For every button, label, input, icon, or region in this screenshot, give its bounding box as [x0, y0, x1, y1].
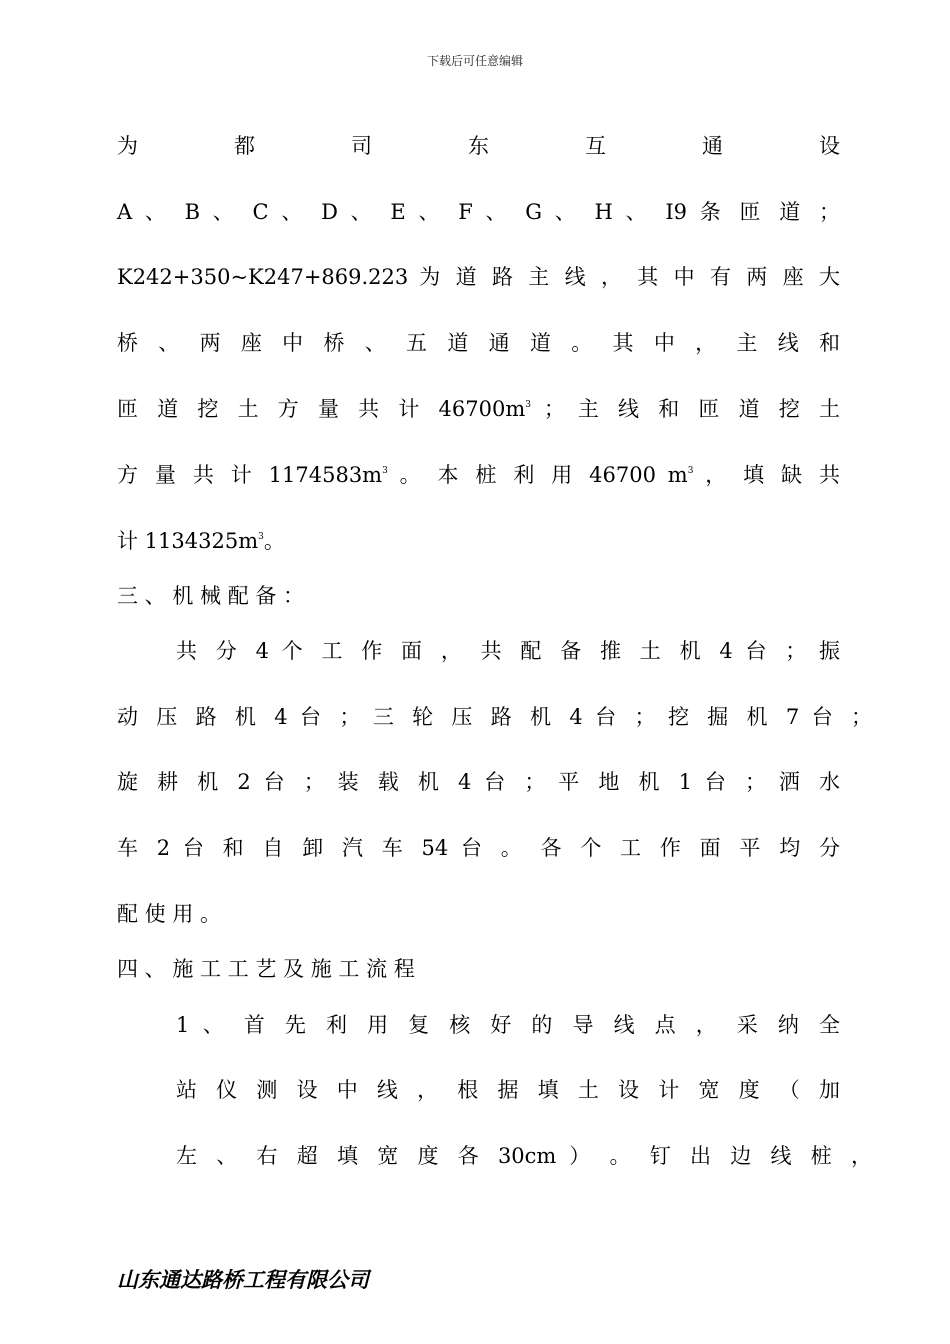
text-line: 1 、 首 先 利 用 复 核 好 的 导 线 点 ， 采 纳 全 [176, 1013, 840, 1037]
superscript: 3 [382, 466, 388, 476]
text-line: 动 压 路 机 4 台 ； 三 轮 压 路 机 4 台 ； 挖 掘 机 7 台 ； [117, 705, 872, 729]
text-line [117, 526, 840, 556]
superscript: 3 [525, 400, 531, 410]
text-line: 旋 耕 机 2 台 ； 装 载 机 4 台 ； 平 地 机 1 台 ； 洒 水 [117, 770, 840, 794]
text-line: K242+350~K247+869.223 为 道 路 主 线 ， 其 中 有 两 座 大 [117, 265, 840, 289]
text-span: ， 填 缺 共 [705, 463, 840, 487]
text-span: 匝 道 挖 土 方 量 共 计 46700m [117, 397, 526, 421]
text-line [117, 394, 840, 424]
company-footer: 山东通达路桥工程有限公司 [117, 1268, 369, 1292]
text-span: 方 量 共 计 1174583m [117, 463, 383, 487]
text-span: 。 [263, 529, 285, 553]
text-line: 车 2 台 和 自 卸 汽 车 54 台 。 各 个 工 作 面 平 均 分 [117, 836, 840, 860]
text-line [117, 460, 840, 490]
superscript: 3 [687, 466, 694, 476]
section-heading: 三 、 机 械 配 备 ： [117, 584, 305, 608]
text-span: 。 本 桩 利 用 46700 m [399, 463, 688, 487]
text-span: ； 主 线 和 匝 道 挖 土 [543, 397, 840, 421]
section-heading: 四 、 施 工 工 艺 及 施 工 流 程 [117, 957, 415, 981]
text-line: 共 分 4 个 工 作 面 ， 共 配 备 推 土 机 4 台 ； 振 [176, 639, 840, 663]
text-line: 为 都 司 东 互 通 设 [117, 134, 840, 158]
text-line: 左 、 右 超 填 宽 度 各 30cm ） 。 钉 出 边 线 桩 ， [176, 1144, 872, 1168]
text-line: 配 使 用 。 [117, 902, 222, 926]
page-header: 下载后可任意编辑 [426, 54, 523, 68]
superscript: 3 [258, 532, 264, 542]
text-line: A 、 B 、 C 、 D 、 E 、 F 、 G 、 H 、 I9 条 匝 道 ； [117, 200, 840, 224]
text-span: 计 1134325m [117, 529, 259, 553]
text-line: 站 仪 测 设 中 线 ， 根 据 填 土 设 计 宽 度 （ 加 [176, 1078, 840, 1102]
text-line: 桥 、 两 座 中 桥 、 五 道 通 道 。 其 中 ， 主 线 和 [117, 331, 840, 355]
